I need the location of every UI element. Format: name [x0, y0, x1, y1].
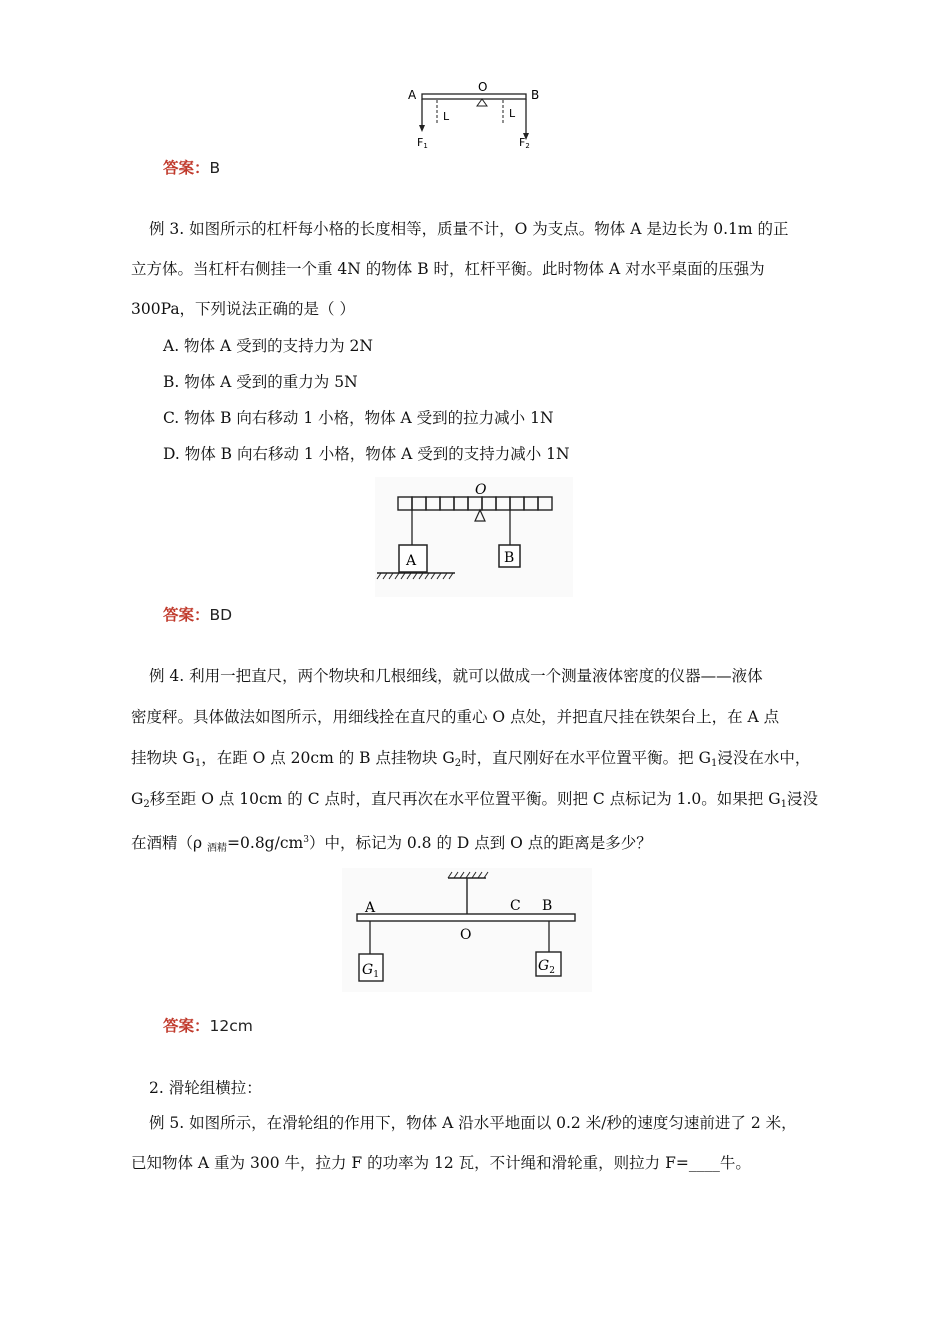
force-arrow-1	[419, 125, 425, 132]
lever-bar	[422, 94, 526, 99]
fig1-label-o: O	[478, 80, 488, 94]
fig1-sub-1: 1	[423, 142, 428, 150]
fig3-label-b: B	[542, 898, 553, 914]
ex3-option-a: A. 物体 A 受到的支持力为 2N	[163, 337, 373, 355]
fig1-label-l1: L	[443, 110, 450, 123]
ex3-line-2: 立方体。当杠杆右侧挂一个重 4N 的物体 B 时，杠杆平衡。此时物体 A 对水平桌面的压强为	[131, 260, 765, 278]
answer-3	[163, 1016, 253, 1036]
svg-text:F2	[519, 136, 530, 150]
ex3-option-d: D. 物体 B 向右移动 1 小格，物体 A 受到的支持力减小 1N	[163, 445, 570, 463]
fig1-label-b: B	[531, 88, 540, 102]
ruler	[357, 914, 575, 921]
answer-1	[163, 158, 220, 178]
ex3-option-c: C. 物体 B 向右移动 1 小格，物体 A 受到的拉力减小 1N	[163, 409, 554, 427]
fulcrum	[477, 99, 487, 106]
fig3-sub-1: 1	[373, 970, 379, 980]
lever-figure-1	[400, 80, 550, 152]
fig3-label-o: O	[460, 927, 472, 943]
fig3-label-a: A	[365, 900, 376, 916]
answer-label: 答案：	[163, 159, 210, 177]
ex4-line-3: 挂物块 $G_1$，在距 O 点 20cm 的 B 点挂物块 $G_2$时，直尺刚好在水平位置平衡。把 $G_1$浸没在水中，	[131, 749, 811, 769]
fig3-label-g2: G	[538, 958, 550, 974]
answer-value: B	[209, 159, 221, 177]
ex3-option-b: B. 物体 A 受到的重力为 5N	[163, 373, 358, 391]
section-2-heading: 2. 滑轮组横拉：	[149, 1079, 262, 1097]
ex4-line-4: $G_2$移至距 O 点 10cm 的 C 点时，直尺再次在水平位置平衡。则把 C 点标记为 1.0。如果把 $G_1$浸没	[131, 790, 818, 810]
answer-2	[163, 605, 232, 625]
fig3-label-c: C	[510, 898, 521, 914]
fig2-label-b: B	[504, 550, 515, 566]
svg-text:F1	[417, 136, 428, 150]
ex4-line-2: 密度秤。具体做法如图所示，用细线拴在直尺的重心 O 点处，并把直尺挂在铁架台上，在 A 点	[131, 708, 780, 726]
fig2-label-a: A	[406, 553, 417, 569]
lever-figure-2	[375, 477, 573, 597]
fig3-sub-2: 2	[549, 966, 555, 976]
ex5-line-1: 例 5. 如图所示，在滑轮组的作用下，物体 A 沿水平地面以 0.2 米/秒的速度匀速前进了 2 米，	[149, 1114, 797, 1132]
ex5-line-2: 已知物体 A 重为 300 牛，拉力 F 的功率为 12 瓦，不计绳和滑轮重，则拉力 F=____牛。	[131, 1154, 751, 1172]
ex4-line-5: 在酒精（ρ $_{酒精}=0.8g/cm^3$）中，标记为 0.8 的 D 点到 O 点的距离是多少？	[131, 834, 652, 855]
answer-label: 答案：	[163, 606, 210, 624]
fig1-sub-2: 2	[525, 142, 530, 150]
fig1-label-f2: F	[519, 136, 526, 149]
ruler-figure-3	[342, 868, 592, 992]
ex3-line-1: 例 3. 如图所示的杠杆每小格的长度相等，质量不计，O 为支点。物体 A 是边长为 0.1m 的正	[149, 220, 789, 238]
fig3-label-g1: G	[362, 962, 374, 978]
fig1-label-f1: F	[417, 136, 424, 149]
answer-label: 答案：	[163, 1017, 210, 1035]
ex4-line-1: 例 4. 利用一把直尺，两个物块和几根细线，就可以做成一个测量液体密度的仪器——液体	[149, 667, 763, 685]
fig2-label-o: O	[475, 482, 487, 498]
ex3-line-3: 300Pa，下列说法正确的是（ ）	[131, 300, 355, 318]
fig1-label-a: A	[408, 88, 417, 102]
fig1-label-l2: L	[509, 107, 516, 120]
answer-value: BD	[209, 606, 233, 624]
answer-value: 12cm	[209, 1017, 253, 1035]
